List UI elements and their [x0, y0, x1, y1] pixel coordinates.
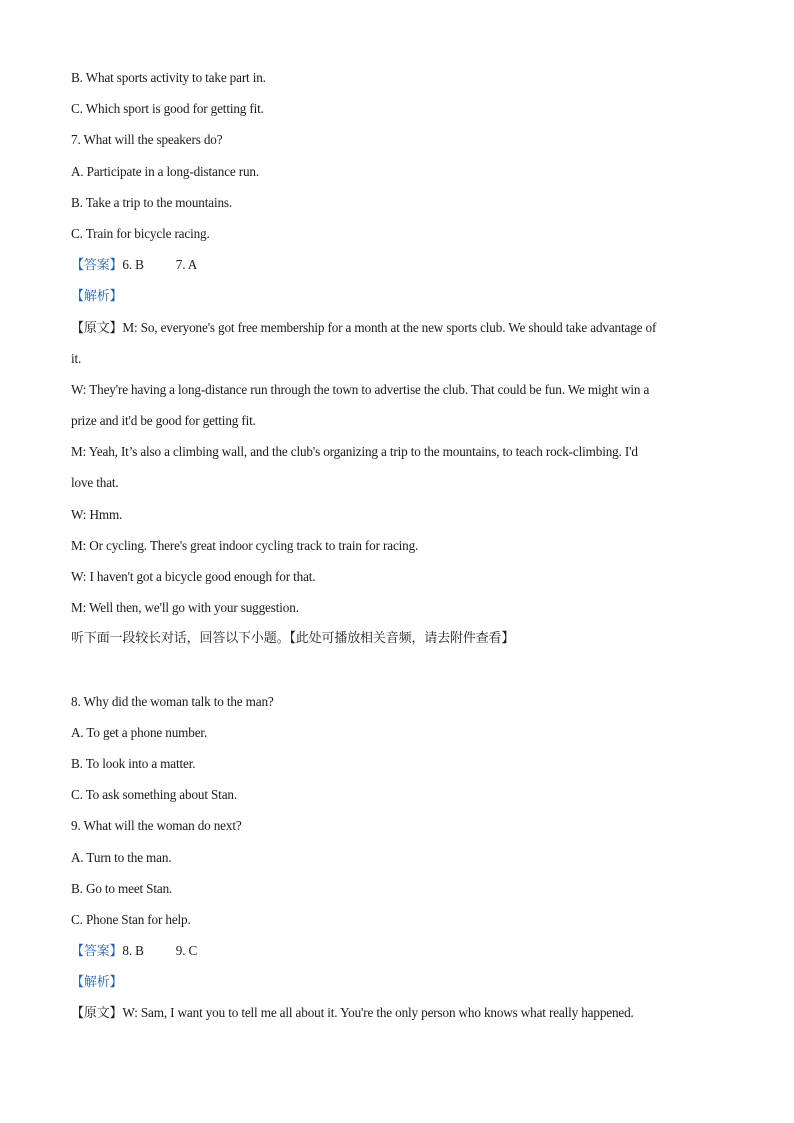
- transcript-1-line-3: M: Yeah, It’s also a climbing wall, and the club's organizing a trip to the mountains, to teach rock-climbing. I'd: [71, 444, 638, 460]
- q9-option-c: C. Phone Stan for help.: [71, 911, 191, 927]
- q6-option-c: C. Which sport is good for getting fit.: [71, 101, 264, 117]
- q7-option-b: B. Take a trip to the mountains.: [71, 194, 233, 210]
- transcript-1-line-4: W: Hmm.: [71, 506, 123, 522]
- transcript-text: M: So, everyone's got free membership for a month at the new sports club. We should take advantage of: [122, 319, 657, 335]
- q8-option-b: B. To look into a matter.: [71, 755, 196, 771]
- transcript-label: 【原文】: [71, 320, 123, 336]
- q8-option-c: C. To ask something about Stan.: [71, 787, 237, 803]
- answer-line-1: [71, 249, 726, 280]
- q7-question: 7. What will the speakers do?: [71, 132, 223, 148]
- transcript-1-line-1-cont: it.: [71, 350, 82, 366]
- q7-option-c: C. Train for bicycle racing.: [71, 225, 210, 241]
- transcript-1-line-5: M: Or cycling. There's great indoor cycling track to train for racing.: [71, 537, 419, 553]
- transcript-1-line-3-cont: love that.: [71, 475, 119, 491]
- transcript-text: W: Sam, I want you to tell me all about it. You're the only person who knows what really happened.: [122, 1005, 634, 1021]
- transcript-1-line-6: W: I haven't got a bicycle good enough for that.: [71, 569, 316, 584]
- analysis-label: 【解析】: [71, 289, 123, 305]
- analysis-label: 【解析】: [71, 975, 123, 991]
- transcript-1-line-2: W: They're having a long-distance run through the town to advertise the club. That could be fun. We might win a: [71, 381, 650, 397]
- q8-option-a: A. To get a phone number.: [71, 724, 208, 740]
- q9-option-a: A. Turn to the man.: [71, 849, 172, 865]
- q6-option-b: B. What sports activity to take part in.: [71, 70, 266, 85]
- q9-question: 9. What will the woman do next?: [71, 818, 242, 834]
- blank-line: [71, 655, 726, 686]
- transcript-1-line-7: M: Well then, we'll go with your suggestion.: [71, 600, 299, 616]
- listening-instruction: 听下面一段较长对话，回答以下小题。【此处可播放相关音频，请去附件查看】: [71, 631, 515, 647]
- answer-label: 【答案】: [71, 944, 123, 960]
- answer-label: 【答案】: [71, 258, 123, 274]
- document-content: [71, 62, 726, 1029]
- transcript-label: 【原文】: [71, 1006, 123, 1022]
- transcript-2-line-1: [71, 997, 726, 1028]
- q9-option-b: B. Go to meet Stan.: [71, 880, 173, 896]
- analysis-line-1: [71, 280, 726, 311]
- q7-option-a: A. Participate in a long-distance run.: [71, 163, 260, 179]
- analysis-line-2: [71, 966, 726, 997]
- transcript-1-line-2-cont: prize and it'd be good for getting fit.: [71, 413, 256, 429]
- answer-9: 9. C: [175, 943, 198, 959]
- answer-6: 6. B: [122, 257, 144, 273]
- answer-line-2: [71, 935, 726, 966]
- answer-7: 7. A: [175, 257, 198, 273]
- transcript-1-line-1: [71, 312, 726, 343]
- q8-question: 8. Why did the woman talk to the man?: [71, 693, 274, 709]
- answer-8: 8. B: [122, 943, 144, 959]
